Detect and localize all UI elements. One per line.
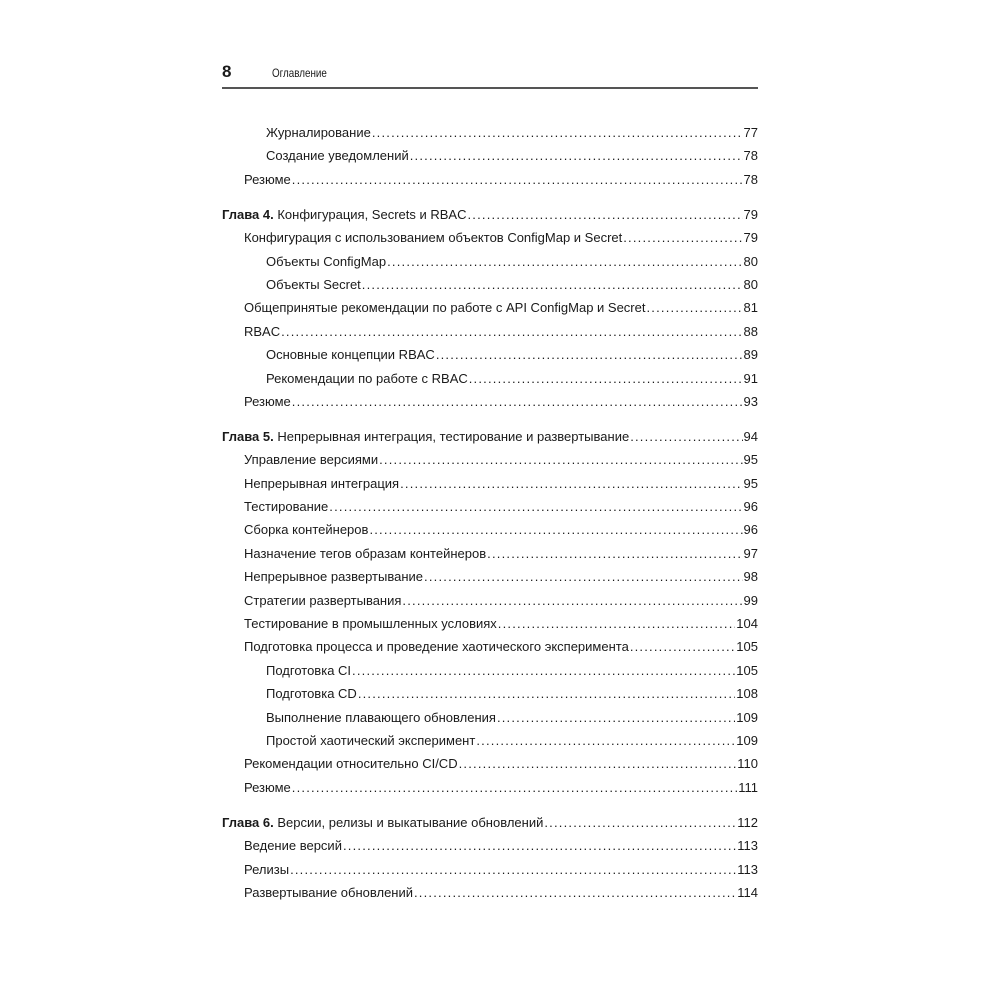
entry-title-text: Объекты ConfigMap (266, 253, 387, 269)
entry-page-number: 111 (738, 779, 758, 795)
dot-leader (459, 752, 737, 775)
dot-leader (379, 448, 742, 471)
chapter-label: Глава 6. (222, 814, 274, 830)
entry-page-number: 104 (736, 616, 758, 631)
toc-entry[interactable] (222, 518, 758, 541)
entry-title-text: Создание уведомлений (266, 148, 409, 164)
dot-leader (424, 565, 743, 588)
dot-leader (402, 589, 742, 612)
toc-entry[interactable] (222, 226, 758, 249)
toc-chapter-entry[interactable] (222, 811, 758, 834)
toc-group (222, 811, 758, 905)
toc-entry[interactable] (222, 706, 758, 729)
dot-leader (292, 776, 737, 799)
entry-title (222, 811, 543, 834)
entry-title (244, 589, 401, 612)
toc-entry[interactable] (222, 776, 758, 799)
entry-title (244, 472, 399, 495)
dot-leader (329, 495, 742, 518)
entry-title-text: Релизы (244, 861, 290, 877)
entry-title-text: Непрерывная интеграция, тестирование и развертывание (277, 428, 630, 444)
entry-title (244, 858, 289, 881)
dot-leader (400, 472, 742, 495)
entry-page-number: 113 (737, 838, 758, 854)
entry-title (222, 203, 467, 226)
dot-leader (436, 343, 743, 366)
entry-title (266, 706, 496, 729)
toc-entry[interactable] (222, 729, 758, 752)
running-head: Оглавление (272, 66, 327, 80)
entry-title-text: Основные концепции RBAC (266, 347, 435, 363)
entry-title-text: Стратегии развертывания (244, 592, 402, 608)
dot-leader (498, 612, 736, 635)
entry-title (266, 144, 409, 167)
dot-leader (487, 542, 742, 565)
entry-page-number: 105 (736, 662, 758, 678)
toc-group (222, 203, 758, 414)
toc-entry[interactable] (222, 296, 758, 319)
entry-page-number: 98 (743, 569, 758, 585)
dot-leader (630, 425, 742, 448)
toc-entry[interactable] (222, 121, 758, 144)
chapter-label: Глава 4. (222, 206, 274, 222)
toc-entry[interactable] (222, 168, 758, 191)
entry-page-number: 113 (737, 861, 758, 877)
entry-page-number: 105 (736, 639, 758, 655)
entry-page-number: 77 (743, 125, 758, 140)
entry-title (244, 565, 423, 588)
entry-title-text: Подготовка CI (266, 662, 352, 678)
entry-title-text: Резюме (244, 779, 291, 795)
entry-title-text: Версии, релизы и выкатывание обновлений (277, 814, 544, 830)
entry-title-text: Подготовка процесса и проведение хаотического эксперимента (244, 639, 629, 655)
dot-leader (292, 390, 743, 413)
dot-leader (630, 635, 735, 658)
entry-title-text: Конфигурация с использованием объектов ConfigMap и Secret (244, 230, 623, 246)
entry-title-text: Непрерывная интеграция (244, 475, 400, 491)
entry-title-text: Назначение тегов образам контейнеров (244, 545, 487, 561)
entry-title (244, 834, 342, 857)
entry-title (266, 273, 361, 296)
entry-title-text: Управление версиями (244, 452, 379, 468)
dot-leader (281, 320, 742, 343)
toc-entry[interactable] (222, 367, 758, 390)
entry-title-text: Резюме (244, 171, 291, 187)
dot-leader (362, 273, 743, 296)
entry-title (266, 250, 386, 273)
toc-entry[interactable] (222, 635, 758, 658)
entry-title-text: Объекты Secret (266, 276, 361, 292)
entry-title-text: Сборка контейнеров (244, 522, 369, 538)
entry-title-text: Журналирование (266, 125, 371, 140)
dot-leader (468, 203, 743, 226)
entry-page-number: 91 (743, 370, 758, 386)
entry-title-text: Простой хаотический эксперимент (266, 732, 476, 748)
entry-title-text: Развертывание обновлений (244, 884, 413, 900)
entry-page-number: 109 (736, 709, 758, 725)
entry-title (244, 390, 291, 413)
page-number: 8 (222, 62, 232, 81)
entry-page-number: 93 (743, 393, 758, 409)
entry-title (244, 881, 413, 904)
entry-title-text: Ведение версий (244, 838, 342, 854)
dot-leader (469, 367, 743, 390)
table-of-contents (222, 121, 758, 904)
toc-entry[interactable] (222, 472, 758, 495)
toc-entry[interactable] (222, 565, 758, 588)
entry-title (266, 367, 468, 390)
entry-title (266, 121, 371, 144)
toc-entry[interactable] (222, 589, 758, 612)
dot-leader (410, 144, 743, 167)
entry-page-number: 108 (736, 686, 758, 702)
toc-entry[interactable] (222, 390, 758, 413)
entry-title (244, 612, 497, 635)
entry-page-number: 95 (743, 452, 758, 468)
entry-title (244, 168, 291, 191)
entry-title (244, 752, 458, 775)
dot-leader (358, 682, 735, 705)
toc-chapter-entry[interactable] (222, 425, 758, 448)
entry-page-number: 99 (743, 592, 758, 608)
dot-leader (414, 881, 736, 904)
entry-title-text: Непрерывное развертывание (244, 569, 424, 585)
entry-page-number: 81 (743, 300, 758, 316)
toc-entry[interactable] (222, 495, 758, 518)
entry-title-text: Общепринятые рекомендации по работе с API ConfigMap и Secret (244, 300, 646, 316)
entry-title-text: Тестирование (244, 499, 329, 515)
entry-page-number: 88 (743, 323, 758, 339)
entry-page-number: 78 (743, 171, 758, 187)
entry-page-number: 78 (743, 148, 758, 164)
toc-entry[interactable] (222, 273, 758, 296)
entry-title (266, 682, 357, 705)
entry-title-text: RBAC (244, 323, 281, 339)
entry-page-number: 94 (743, 428, 758, 444)
entry-title-text: Рекомендации относительно CI/CD (244, 756, 458, 772)
dot-leader (646, 296, 742, 319)
entry-page-number: 109 (736, 732, 758, 748)
entry-title (222, 425, 629, 448)
toc-entry[interactable] (222, 834, 758, 857)
entry-page-number: 80 (743, 253, 758, 269)
entry-page-number: 95 (743, 475, 758, 491)
toc-entry[interactable] (222, 144, 758, 167)
dot-leader (352, 659, 735, 682)
toc-entry[interactable] (222, 250, 758, 273)
dot-leader (387, 250, 742, 273)
page-header (222, 62, 758, 82)
entry-title (244, 296, 645, 319)
entry-title (266, 659, 351, 682)
entry-title (266, 729, 475, 752)
entry-title (244, 226, 622, 249)
entry-title (244, 448, 378, 471)
header-rule (222, 87, 758, 89)
entry-page-number: 96 (743, 522, 758, 538)
toc-entry[interactable] (222, 858, 758, 881)
entry-page-number: 112 (737, 814, 758, 830)
toc-group (222, 121, 758, 191)
entry-title (244, 542, 486, 565)
entry-page-number: 79 (743, 230, 758, 246)
dot-leader (290, 858, 736, 881)
toc-entry[interactable] (222, 542, 758, 565)
entry-title-text: Рекомендации по работе с RBAC (266, 370, 468, 386)
toc-entry[interactable] (222, 659, 758, 682)
entry-title-text: Резюме (244, 393, 291, 409)
entry-title-text: Подготовка CD (266, 686, 357, 702)
toc-entry[interactable] (222, 752, 758, 775)
toc-entry[interactable] (222, 320, 758, 343)
toc-entry[interactable] (222, 448, 758, 471)
dot-leader (292, 168, 743, 191)
toc-entry[interactable] (222, 682, 758, 705)
dot-leader (372, 121, 743, 144)
toc-entry[interactable] (222, 343, 758, 366)
dot-leader (476, 729, 735, 752)
dot-leader (369, 518, 742, 541)
entry-title-text: Выполнение плавающего обновления (266, 709, 496, 725)
entry-title (244, 320, 280, 343)
toc-chapter-entry[interactable] (222, 203, 758, 226)
entry-title (244, 518, 368, 541)
toc-group (222, 425, 758, 799)
entry-page-number: 96 (743, 499, 758, 515)
entry-title (266, 343, 435, 366)
entry-page-number: 79 (743, 206, 758, 222)
toc-entry[interactable] (222, 881, 758, 904)
dot-leader (497, 706, 735, 729)
entry-page-number: 97 (743, 545, 758, 561)
entry-title-text: Тестирование в промышленных условиях (244, 616, 497, 631)
entry-title (244, 495, 328, 518)
chapter-label: Глава 5. (222, 428, 274, 444)
entry-page-number: 89 (743, 347, 758, 363)
entry-page-number: 114 (737, 884, 758, 900)
dot-leader (623, 226, 742, 249)
dot-leader (544, 811, 736, 834)
entry-title-text: Конфигурация, Secrets и RBAC (277, 206, 467, 222)
toc-entry[interactable] (222, 612, 758, 635)
entry-title (244, 776, 291, 799)
entry-page-number: 110 (737, 756, 758, 772)
entry-title (244, 635, 629, 658)
dot-leader (343, 834, 736, 857)
entry-page-number: 80 (743, 276, 758, 292)
